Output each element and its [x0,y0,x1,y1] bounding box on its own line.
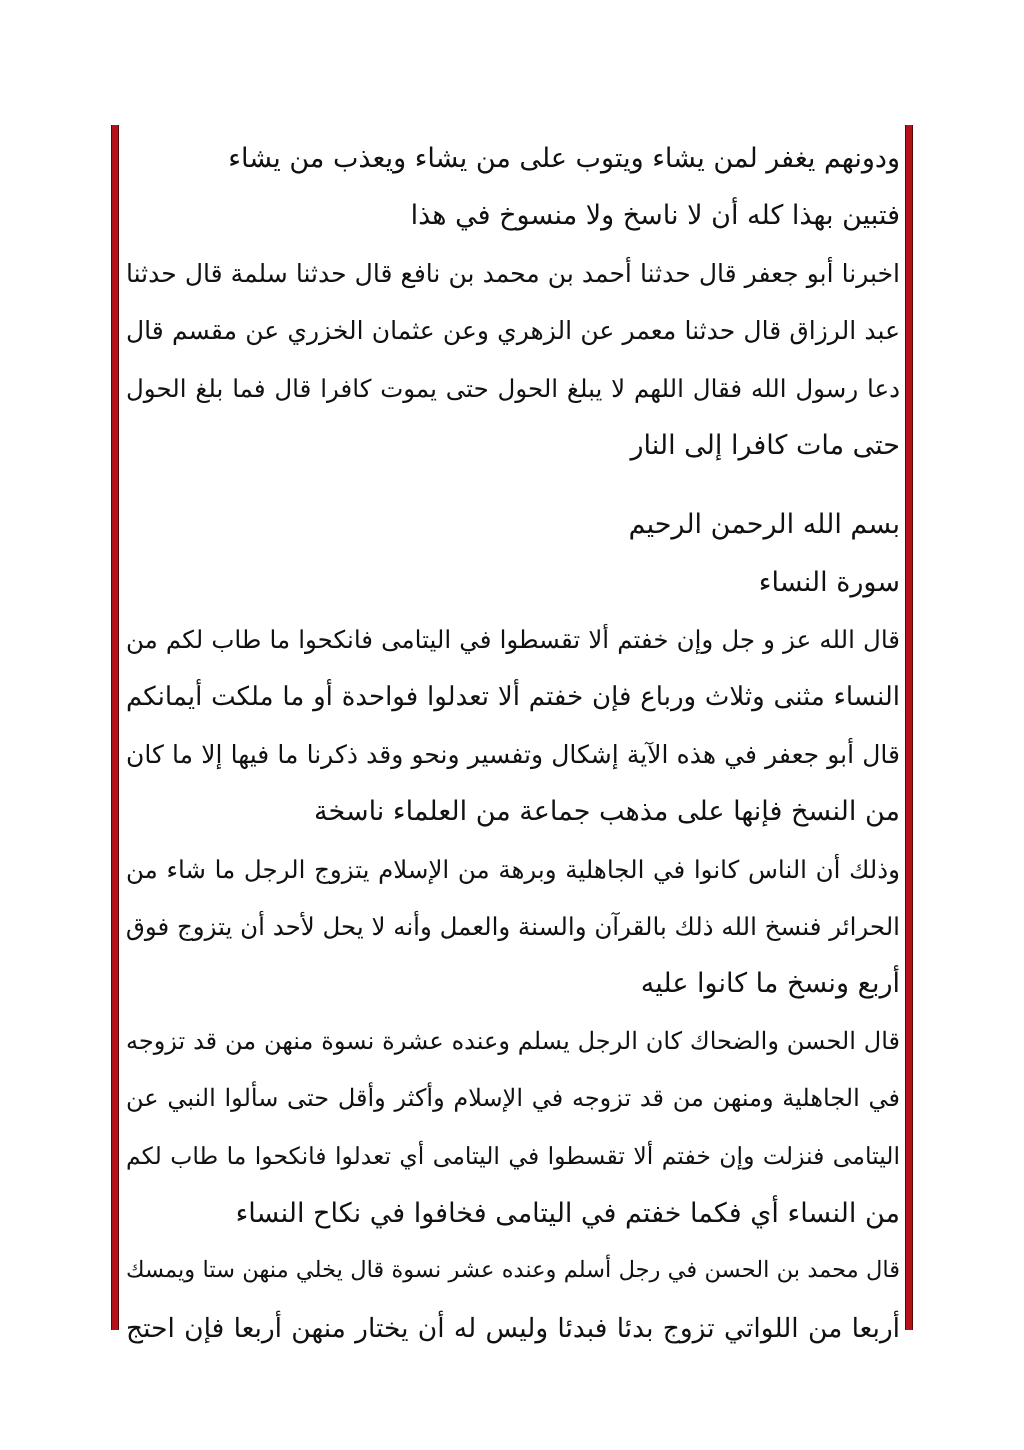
text-line: عبد الرزاق قال حدثنا معمر عن الزهري وعن عثمان الخزري عن مقسم قال [126,316,900,346]
left-page-border [111,125,119,1330]
text-line: قال الحسن والضحاك كان الرجل يسلم وعنده عشرة نسوة منهن من قد تزوجه [126,1026,900,1055]
text-line: أربع ونسخ ما كانوا عليه [640,968,900,1000]
text-line: قال أبو جعفر في هذه الآية إشكال وتفسير ونحو وقد ذكرنا ما فيها إلا ما كان [126,739,900,769]
text-line: اليتامى فنزلت وإن خفتم ألا تقسطوا في اليتامى أي تعدلوا فانكحوا ما طاب لكم [126,1141,900,1170]
text-line: من النساء أي فكما خفتم في اليتامى فخافوا في نكاح النساء [235,1198,900,1230]
text-line: ودونهم يغفر لمن يشاء ويتوب على من يشاء ويعذب من يشاء [228,143,900,174]
text-line: اخبرنا أبو جعفر قال حدثنا أحمد بن محمد بن نافع قال حدثنا سلمة قال حدثنا [126,258,900,288]
right-page-border [905,125,913,1330]
paragraph-gap [126,474,900,496]
text-line: قال محمد بن الحسن في رجل أسلم وعنده عشر نسوة قال يخلي منهن ستا ويمسك [126,1257,900,1284]
text-line: وذلك أن الناس كانوا في الجاهلية وبرهة من الإسلام يتزوج الرجل ما شاء من [126,854,900,884]
surah-title: سورة النساء [758,566,900,598]
arabic-text-body [126,130,900,1344]
text-line: من النسخ فإنها على مذهب جماعة من العلماء ناسخة [314,796,900,828]
text-line: النساء مثنى وثلاث ورباع فإن خفتم ألا تعدلوا فواحدة أو ما ملكت أيمانكم [126,681,900,712]
basmala-heading: بسم الله الرحمن الرحيم [628,509,900,541]
text-line: فتبين بهذا كله أن لا ناسخ ولا منسوخ في هذا [410,200,900,232]
text-line: حتى مات كافرا إلى النار [630,429,900,461]
text-line: دعا رسول الله فقال اللهم لا يبلغ الحول حتى يموت كافرا قال فما بلغ الحول [126,373,900,403]
text-line: أربعا من اللواتي تزوج بدئا فبدئا وليس له أن يختار منهن أربعا فإن احتج [126,1312,900,1344]
text-line: في الجاهلية ومنهن من قد تزوجه في الإسلام وأكثر وأقل حتى سألوا النبي عن [126,1084,900,1113]
text-line: قال الله عز و جل وإن خفتم ألا تقسطوا في اليتامى فانكحوا ما طاب لكم من [126,625,900,655]
text-line: الحرائر فنسخ الله ذلك بالقرآن والسنة والعمل وأنه لا يحل لأحد أن يتزوج فوق [126,912,900,942]
